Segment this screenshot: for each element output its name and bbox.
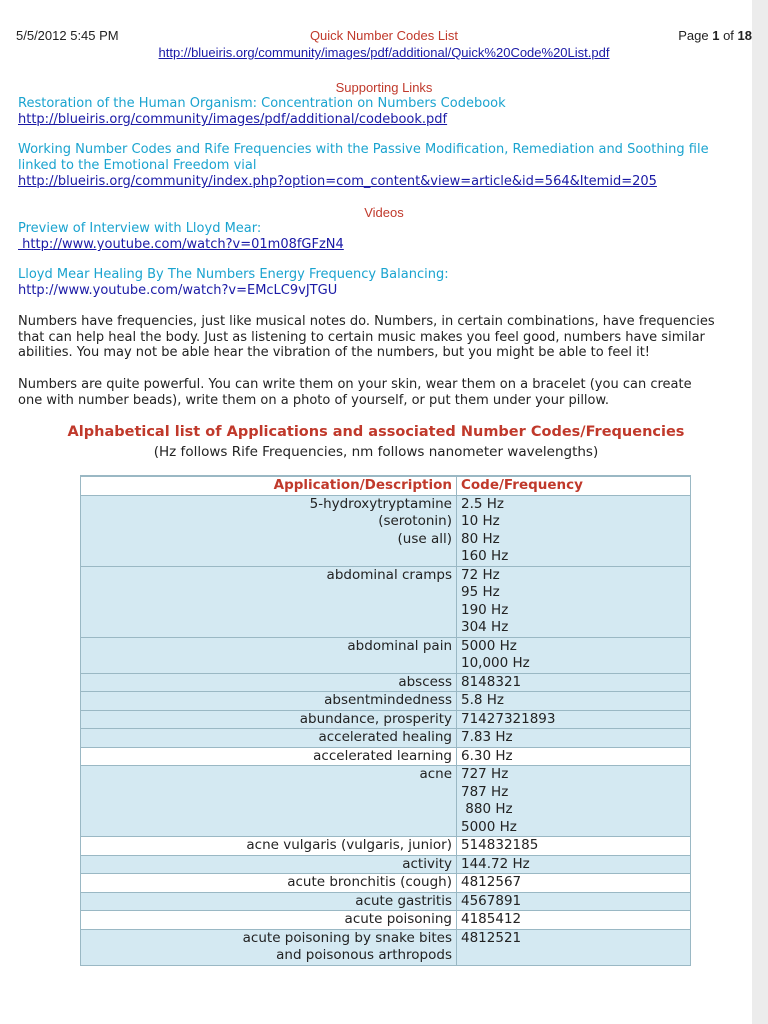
table-row (81, 855, 691, 874)
video-2 (18, 267, 752, 299)
application-cell (81, 495, 457, 566)
code-value: 80 Hz (461, 530, 500, 547)
code-cell (457, 911, 691, 930)
code-value: 190 Hz (461, 601, 509, 618)
print-datetime: 5/5/2012 5:45 PM (16, 28, 119, 43)
table-row (81, 837, 691, 856)
page-edge-strip (752, 0, 768, 1024)
code-value: 144.72 Hz (461, 855, 530, 872)
supporting-links-heading: Supporting Links (335, 80, 433, 95)
video-2-url[interactable]: http://www.youtube.com/watch?v=EMcLC9vJTGU (18, 283, 338, 298)
code-value: 2.5 Hz (461, 495, 504, 512)
code-value: 10 Hz (461, 513, 500, 529)
working-codes-link[interactable]: http://blueiris.org/community/index.php?option=com_content&view=article&id=564&Itemid=205 (18, 174, 657, 189)
code-cell (457, 566, 691, 637)
application-text: abdominal cramps (326, 566, 452, 583)
code-value: 6.30 Hz (461, 747, 513, 764)
application-cell (81, 729, 457, 748)
application-cell (81, 929, 457, 965)
video-1 (18, 221, 752, 253)
code-value: 4812521 (461, 929, 522, 946)
intro-paragraph (18, 314, 758, 361)
application-text: abscess (398, 673, 452, 690)
code-cell (457, 892, 691, 911)
table-row (81, 637, 691, 673)
code-cell (457, 929, 691, 965)
code-value: 160 Hz (461, 548, 509, 564)
code-value: 5000 Hz (461, 637, 517, 654)
document-title: Quick Number Codes List (309, 28, 459, 43)
application-cell (81, 766, 457, 837)
code-value: 787 Hz (461, 783, 509, 800)
table-row (81, 729, 691, 748)
table-row (81, 747, 691, 766)
working-codes-title-line1: Working Number Codes and Rife Frequencies with the Passive Modification, Remediation and Soothing file (18, 142, 709, 157)
usage-line-2: one with number beads), write them on a photo of yourself, or put them under your pillow. (18, 392, 610, 408)
code-cell (457, 837, 691, 856)
code-cell (457, 747, 691, 766)
table-row (81, 892, 691, 911)
application-text: acute gastritis (355, 892, 452, 909)
code-cell (457, 874, 691, 893)
application-text: acne vulgaris (vulgaris, junior) (246, 837, 452, 853)
list-subtitle: (Hz follows Rife Frequencies, nm follows nanometer wavelengths) (153, 444, 599, 460)
application-cell (81, 692, 457, 711)
code-value: 727 Hz (461, 766, 509, 782)
table-row (81, 566, 691, 637)
code-value: 514832185 (461, 837, 539, 853)
codebook-title: Restoration of the Human Organism: Concentration on Numbers Codebook (18, 96, 506, 111)
table-row (81, 495, 691, 566)
codes-table (80, 475, 691, 966)
code-value: 95 Hz (461, 584, 500, 600)
code-value: 71427321893 (461, 710, 556, 727)
code-value: 5.8 Hz (461, 692, 504, 708)
page-indicator: Page 1 of 18 (678, 28, 752, 43)
application-cell (81, 855, 457, 874)
intro-line-2: that can help heal the body. Just as listening to certain music makes you feel good, numbers have similar (18, 329, 705, 345)
code-value: 304 Hz (461, 619, 509, 635)
application-text: (use all) (397, 530, 452, 547)
application-cell (81, 637, 457, 673)
code-value: 7.83 Hz (461, 729, 513, 745)
table-row (81, 874, 691, 893)
code-cell (457, 766, 691, 837)
application-text: acute bronchitis (cough) (287, 874, 452, 890)
code-cell (457, 710, 691, 729)
code-value: 4185412 (461, 911, 522, 927)
application-cell (81, 710, 457, 729)
table-row (81, 692, 691, 711)
application-cell (81, 837, 457, 856)
application-text: abundance, prosperity (299, 710, 452, 727)
source-url-link[interactable]: http://blueiris.org/community/images/pdf/additional/Quick%20Code%20List.pdf (158, 45, 610, 60)
intro-line-3: abilities. You may not be able hear the vibration of the numbers, but you might be able to feel it! (18, 345, 651, 360)
code-value: 10,000 Hz (461, 655, 530, 671)
application-cell (81, 911, 457, 930)
column-header-application: Application/Description (81, 476, 457, 495)
table-row (81, 673, 691, 692)
application-cell (81, 874, 457, 893)
application-text: accelerated healing (318, 729, 452, 745)
source-url-row (0, 45, 768, 60)
code-value: 880 Hz (461, 801, 513, 817)
video-1-title: Preview of Interview with Lloyd Mear: (18, 221, 262, 236)
application-text: acne (419, 766, 452, 782)
intro-line-1: Numbers have frequencies, just like musical notes do. Numbers, in certain combinations, have frequencies (18, 314, 715, 329)
table-row (81, 766, 691, 837)
working-codes-title-line2: linked to the Emotional Freedom vial (18, 158, 257, 173)
code-value: 8148321 (461, 673, 522, 690)
application-text: acute poisoning by snake bites (242, 929, 452, 946)
application-text: 5-hydroxytryptamine (309, 495, 452, 512)
code-cell (457, 729, 691, 748)
code-value: 5000 Hz (461, 818, 517, 835)
application-text: accelerated learning (313, 747, 452, 764)
code-cell (457, 692, 691, 711)
column-header-code: Code/Frequency (457, 476, 691, 495)
video-2-title: Lloyd Mear Healing By The Numbers Energy Frequency Balancing: (18, 267, 449, 282)
list-title: Alphabetical list of Applications and associated Number Codes/Frequencies (67, 424, 685, 440)
video-1-link[interactable]: http://www.youtube.com/watch?v=01m08fGFzN4 (18, 237, 344, 252)
code-cell (457, 673, 691, 692)
code-cell (457, 855, 691, 874)
codebook-link[interactable]: http://blueiris.org/community/images/pdf/additional/codebook.pdf (18, 112, 448, 127)
application-text: activity (402, 855, 452, 872)
supporting-link-1 (18, 96, 752, 128)
application-text: absentmindedness (324, 692, 452, 708)
application-cell (81, 892, 457, 911)
table-row (81, 929, 691, 965)
usage-paragraph (18, 377, 758, 408)
usage-line-1: Numbers are quite powerful. You can write them on your skin, wear them on a bracelet (you can create (18, 377, 692, 392)
table-row (81, 911, 691, 930)
videos-heading: Videos (364, 205, 404, 220)
supporting-link-2 (18, 142, 752, 190)
application-text: and poisonous arthropods (276, 947, 452, 963)
code-value: 72 Hz (461, 566, 500, 583)
table-row (81, 710, 691, 729)
application-cell (81, 566, 457, 637)
application-text: abdominal pain (347, 637, 452, 654)
code-value: 4812567 (461, 874, 522, 890)
code-value: 4567891 (461, 892, 522, 909)
code-cell (457, 637, 691, 673)
application-text: acute poisoning (344, 911, 452, 927)
application-cell (81, 747, 457, 766)
code-cell (457, 495, 691, 566)
application-cell (81, 673, 457, 692)
application-text: (serotonin) (378, 513, 452, 529)
